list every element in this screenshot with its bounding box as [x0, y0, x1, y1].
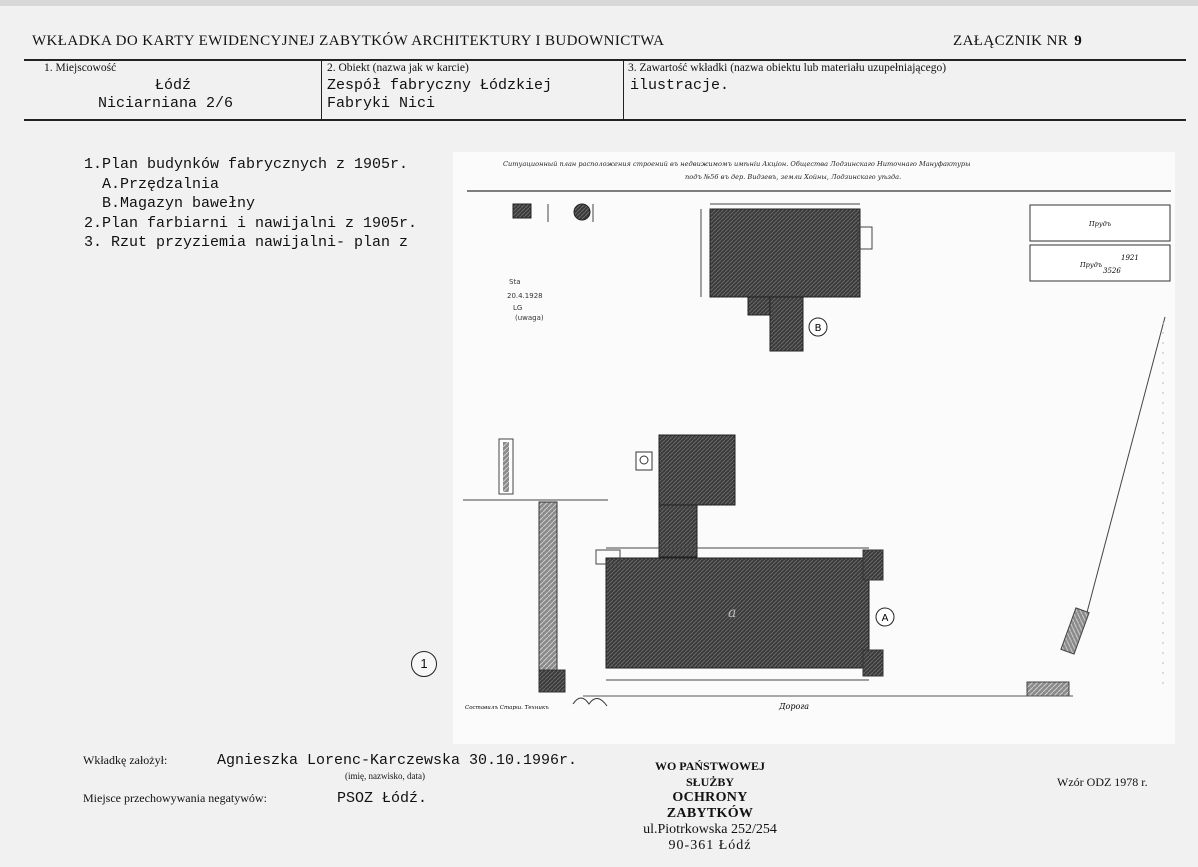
founder-label: Wkładkę założył: — [83, 753, 168, 767]
column-divider — [321, 60, 322, 120]
pond-number: 1921 — [1121, 254, 1139, 262]
drawing-caption: Ситуационный план расположения строений въ недвижимомъ имѣніи Акцiон. Общества Лодзинскаго Ниточнаго Мануфактуры — [503, 160, 971, 168]
contents-value: ilustracje. — [630, 77, 730, 94]
locality-address: Niciarniana 2/6 — [98, 95, 234, 112]
wall-structure — [539, 502, 557, 692]
pond-label: Прудъ — [1089, 220, 1112, 228]
table-bottom-rule — [24, 119, 1186, 121]
pond-number: 3526 — [1103, 267, 1121, 275]
pencil-note: Sta 20.4.1928 LG (uwaga) — [507, 278, 544, 322]
table-top-rule — [24, 59, 1186, 61]
stamp-line: ul.Piotrkowska 252/254 — [643, 822, 777, 837]
form-title: WKŁADKA DO KARTY EWIDENCYJNEJ ZABYTKÓW ARCHITEKTURY I BUDOWNICTWA — [32, 33, 665, 49]
column-divider — [623, 60, 624, 120]
marker-a: A — [881, 613, 889, 624]
building-annex — [659, 435, 735, 505]
locality-label: 1. Miejscowość — [44, 62, 117, 74]
negatives-label: Miejsce przechowywania negatywów: — [83, 791, 267, 805]
list-item: B.Magazyn bawełny — [84, 195, 256, 212]
contents-label: 3. Zawartość wkładki (nazwa obiektu lub materiału uzupełniającego) — [628, 62, 947, 74]
founder-hint: (imię, nazwisko, data) — [345, 771, 425, 781]
annex-value: 9 — [1074, 33, 1083, 49]
object-label: 2. Obiekt (nazwa jak w karcie) — [327, 62, 469, 74]
stamp-line: OCHRONY ZABYTKÓW — [666, 790, 754, 821]
drawing-caption-cont: подъ №56 въ дер. Видзевъ, земли Хойны, Лодзинскаго уѣзда. — [685, 173, 902, 181]
founder-value: Agnieszka Lorenc-Karczewska 30.10.1996r. — [217, 752, 578, 769]
site-plan-photo — [453, 152, 1175, 744]
object-value: Zespół fabryczny Łódzkiej — [327, 77, 553, 94]
stamp-line: 90-361 Łódź — [668, 838, 752, 853]
annex-label: ZAŁĄCZNIK NR — [953, 33, 1069, 49]
stamp-line: WO PAŃSTWOWEJ SŁUŻBY — [654, 759, 766, 789]
signature-label: Составилъ Старш. Техникъ — [465, 705, 549, 711]
list-item: 2.Plan farbiarni i nawijalni z 1905r. — [84, 214, 418, 232]
negatives-value: PSOZ Łódź. — [337, 790, 428, 807]
building-b — [710, 209, 860, 297]
list-item: 1.Plan budynków fabrycznych z 1905r. — [84, 156, 409, 173]
form-code: Wzór ODZ 1978 r. — [1057, 775, 1148, 789]
site-plan-drawing — [453, 152, 1175, 744]
illustration-list — [84, 155, 417, 253]
figure-number-marker: 1 — [411, 651, 437, 677]
scan-edge — [0, 0, 1198, 6]
pond-label: Прудъ — [1080, 261, 1103, 269]
building-a — [606, 558, 869, 668]
locality-value: Łódź — [155, 77, 192, 94]
svg-text:a: a — [728, 605, 737, 621]
road-label: Дорога — [779, 702, 810, 711]
list-item: A.Przędzalnia — [84, 175, 220, 193]
office-stamp — [630, 758, 790, 854]
object-value-cont: Fabryki Nici — [327, 95, 436, 112]
annex-number — [953, 33, 1082, 50]
marker-b: B — [814, 323, 822, 334]
list-item: 3. Rzut przyziemia nawijalni- plan z — [84, 234, 409, 251]
